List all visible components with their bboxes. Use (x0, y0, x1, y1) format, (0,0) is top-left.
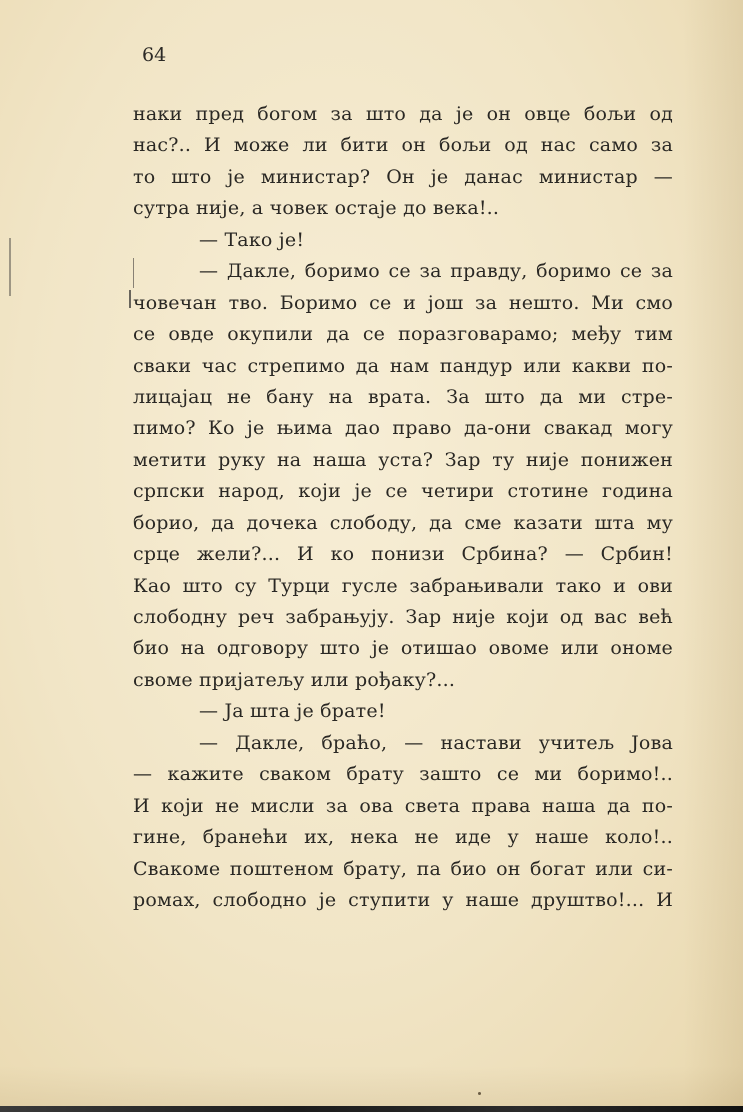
text-line: борио, да дочека слободу, да сме казати шта му (133, 511, 673, 534)
text-line: нас?.. И може ли бити он бољи од нас само за (133, 134, 673, 157)
text-line: био на одговору што је отишао овоме или ономе (133, 637, 673, 660)
margin-mark-top (9, 238, 11, 296)
text-line: гине, бранећи их, нека не иде у наше коло!.. (133, 826, 673, 849)
text-line: слободну реч забрањују. Зар није који од вас већ (133, 606, 673, 628)
paper-speck (478, 1092, 481, 1095)
text-line: Као што су Турци гусле забрањивали тако и ови (133, 574, 673, 597)
text-line: своме пријатељу или рођаку?... (133, 668, 456, 691)
text-line: И који не мисли за ова света права наша да по- (133, 794, 673, 817)
text-line: — кажите сваком брату зашто се ми боримо!.. (133, 763, 673, 786)
text-line: наки пред богом за што да је он овце бољи од (133, 103, 673, 125)
page-bottom-edge (0, 1106, 743, 1112)
text-line: ромах, слободно је ступити у наше друштво!... И (133, 888, 673, 911)
text-line: — Дакле, браћо, — настави учитељ Јова (199, 731, 673, 754)
text-line: — Тако је! (199, 228, 305, 251)
text-line: лицајац не бану на врата. За што да ми стре- (133, 385, 673, 408)
page-edge-shadow (683, 0, 743, 1112)
margin-mark-left-tick (129, 290, 131, 308)
body-text (133, 99, 673, 916)
text-line: Свакоме поштеном брату, па био он богат или си- (133, 857, 673, 880)
text-line: српски народ, који је се четири стотине година (133, 480, 673, 503)
text-line: — Ја шта је брате! (199, 700, 386, 723)
text-line: то што је министар? Он је данас министар — (133, 165, 673, 188)
bottom-shade (0, 1066, 743, 1106)
text-line: човечан тво. Боримо се и још за нешто. Ми смо (133, 291, 673, 314)
text-line: сутра није, а човек остаје до века!.. (133, 197, 500, 220)
text-line: сваки час стрепимо да нам пандур или какви по- (133, 354, 673, 377)
text-line: се овде окупили да се поразговарамо; међу тим (133, 323, 673, 346)
text-line: — Дакле, боримо се за правду, боримо се за (199, 260, 673, 283)
text-line: метити руку на наша уста? Зар ту није понижен (133, 448, 673, 471)
page-number: 64 (142, 44, 167, 66)
text-line: пимо? Ко је њима дао право да-они свакад могу (133, 417, 673, 440)
text-line: срце жели?... И ко понизи Србина? — Србин! (133, 543, 673, 566)
